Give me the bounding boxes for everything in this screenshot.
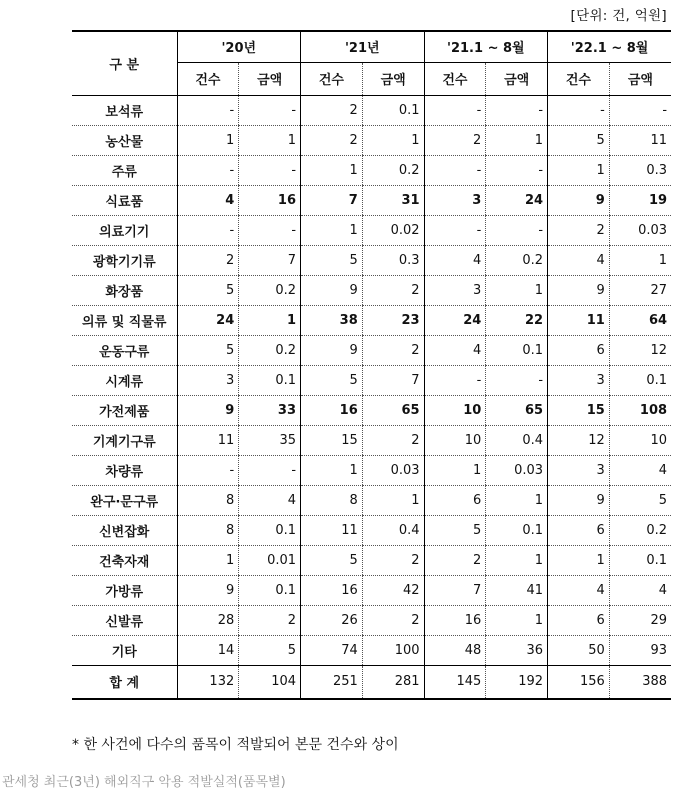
amount-cell: 281 bbox=[362, 665, 424, 699]
amount-cell: 1 bbox=[486, 605, 548, 635]
unit-label: [단위: 건, 억원] bbox=[570, 8, 667, 24]
count-cell: 24 bbox=[177, 305, 239, 335]
amount-cell: 100 bbox=[362, 635, 424, 665]
amount-cell: - bbox=[239, 215, 301, 245]
period-header: '21년 bbox=[301, 31, 425, 62]
amount-cell: 0.03 bbox=[362, 455, 424, 485]
row-label: 건축자재 bbox=[72, 545, 177, 575]
count-cell: - bbox=[424, 155, 486, 185]
count-cell: 4 bbox=[177, 185, 239, 215]
amount-header: 금액 bbox=[486, 62, 548, 95]
count-cell: 14 bbox=[177, 635, 239, 665]
count-cell: 2 bbox=[177, 245, 239, 275]
amount-cell: 0.03 bbox=[486, 455, 548, 485]
count-header: 건수 bbox=[301, 62, 363, 95]
amount-cell: 65 bbox=[362, 395, 424, 425]
amount-cell: 33 bbox=[239, 395, 301, 425]
amount-cell: 19 bbox=[609, 185, 671, 215]
table-row bbox=[72, 365, 671, 395]
count-cell: 4 bbox=[548, 245, 610, 275]
count-cell: 9 bbox=[177, 395, 239, 425]
count-cell: 1 bbox=[424, 455, 486, 485]
count-cell: 48 bbox=[424, 635, 486, 665]
amount-cell: 4 bbox=[609, 575, 671, 605]
amount-cell: 27 bbox=[609, 275, 671, 305]
count-cell: 2 bbox=[301, 95, 363, 125]
amount-cell: 0.01 bbox=[239, 545, 301, 575]
count-cell: 9 bbox=[177, 575, 239, 605]
amount-cell: 7 bbox=[239, 245, 301, 275]
count-cell: 50 bbox=[548, 635, 610, 665]
amount-cell: 0.1 bbox=[239, 575, 301, 605]
count-cell: 3 bbox=[548, 365, 610, 395]
amount-cell: 0.2 bbox=[239, 335, 301, 365]
amount-cell: 1 bbox=[486, 545, 548, 575]
count-cell: 5 bbox=[177, 275, 239, 305]
count-cell: 4 bbox=[548, 575, 610, 605]
period-header: '21.1 ~ 8월 bbox=[424, 31, 548, 62]
table-row bbox=[72, 605, 671, 635]
count-cell: - bbox=[424, 95, 486, 125]
table-row bbox=[72, 275, 671, 305]
count-cell: 26 bbox=[301, 605, 363, 635]
amount-cell: 23 bbox=[362, 305, 424, 335]
count-cell: 5 bbox=[301, 365, 363, 395]
count-cell: 1 bbox=[548, 155, 610, 185]
table-row bbox=[72, 425, 671, 455]
table-body bbox=[72, 95, 671, 699]
amount-cell: 7 bbox=[362, 365, 424, 395]
amount-cell: 4 bbox=[609, 455, 671, 485]
count-cell: 1 bbox=[177, 125, 239, 155]
table-row bbox=[72, 635, 671, 665]
amount-cell: 1 bbox=[239, 305, 301, 335]
amount-cell: 42 bbox=[362, 575, 424, 605]
amount-cell: 0.2 bbox=[609, 515, 671, 545]
period-header: '22.1 ~ 8월 bbox=[548, 31, 672, 62]
amount-cell: 388 bbox=[609, 665, 671, 699]
count-cell: 1 bbox=[301, 215, 363, 245]
amount-cell: 35 bbox=[239, 425, 301, 455]
amount-header: 금액 bbox=[362, 62, 424, 95]
amount-cell: 0.1 bbox=[609, 365, 671, 395]
amount-cell: - bbox=[486, 155, 548, 185]
table-row bbox=[72, 95, 671, 125]
table-row bbox=[72, 545, 671, 575]
amount-cell: 93 bbox=[609, 635, 671, 665]
count-cell: 3 bbox=[424, 275, 486, 305]
count-cell: 7 bbox=[424, 575, 486, 605]
count-cell: 5 bbox=[301, 245, 363, 275]
amount-cell: - bbox=[239, 95, 301, 125]
amount-cell: 192 bbox=[486, 665, 548, 699]
period-header: '20년 bbox=[177, 31, 301, 62]
count-cell: 132 bbox=[177, 665, 239, 699]
row-label: 기계기구류 bbox=[72, 425, 177, 455]
count-cell: - bbox=[177, 455, 239, 485]
amount-cell: 0.1 bbox=[239, 365, 301, 395]
table-row bbox=[72, 245, 671, 275]
amount-cell: 108 bbox=[609, 395, 671, 425]
count-cell: 9 bbox=[548, 485, 610, 515]
count-cell: 6 bbox=[548, 335, 610, 365]
amount-cell: 2 bbox=[362, 545, 424, 575]
row-label: 가전제품 bbox=[72, 395, 177, 425]
amount-cell: - bbox=[609, 95, 671, 125]
amount-cell: 29 bbox=[609, 605, 671, 635]
amount-cell: 1 bbox=[486, 485, 548, 515]
count-cell: 5 bbox=[548, 125, 610, 155]
count-cell: 15 bbox=[548, 395, 610, 425]
row-label: 식료품 bbox=[72, 185, 177, 215]
count-cell: 9 bbox=[548, 185, 610, 215]
table-row bbox=[72, 395, 671, 425]
table-row bbox=[72, 155, 671, 185]
amount-cell: 2 bbox=[362, 605, 424, 635]
count-cell: 38 bbox=[301, 305, 363, 335]
count-cell: 24 bbox=[424, 305, 486, 335]
row-label: 광학기기류 bbox=[72, 245, 177, 275]
row-label: 기타 bbox=[72, 635, 177, 665]
count-cell: 2 bbox=[424, 125, 486, 155]
count-header: 건수 bbox=[548, 62, 610, 95]
amount-cell: - bbox=[486, 95, 548, 125]
count-cell: 8 bbox=[177, 515, 239, 545]
table-row bbox=[72, 125, 671, 155]
amount-cell: 1 bbox=[486, 125, 548, 155]
count-cell: 2 bbox=[301, 125, 363, 155]
count-cell: - bbox=[424, 365, 486, 395]
amount-cell: 65 bbox=[486, 395, 548, 425]
amount-cell: 0.1 bbox=[609, 545, 671, 575]
count-cell: 6 bbox=[424, 485, 486, 515]
amount-cell: 0.2 bbox=[486, 245, 548, 275]
count-cell: 11 bbox=[177, 425, 239, 455]
count-cell: 74 bbox=[301, 635, 363, 665]
count-cell: 251 bbox=[301, 665, 363, 699]
row-label: 가방류 bbox=[72, 575, 177, 605]
row-label: 의류 및 직물류 bbox=[72, 305, 177, 335]
amount-cell: 41 bbox=[486, 575, 548, 605]
count-cell: 16 bbox=[301, 395, 363, 425]
amount-cell: 0.2 bbox=[239, 275, 301, 305]
count-cell: 9 bbox=[301, 335, 363, 365]
amount-cell: 2 bbox=[239, 605, 301, 635]
table-row bbox=[72, 515, 671, 545]
amount-cell: 1 bbox=[239, 125, 301, 155]
count-cell: 3 bbox=[548, 455, 610, 485]
count-cell: 16 bbox=[301, 575, 363, 605]
count-cell: 1 bbox=[548, 545, 610, 575]
count-cell: 12 bbox=[548, 425, 610, 455]
footnote: * 한 사건에 다수의 품목이 적발되어 본문 건수와 상이 bbox=[72, 737, 399, 753]
count-cell: 16 bbox=[424, 605, 486, 635]
row-label: 합 계 bbox=[72, 665, 177, 699]
count-cell: 8 bbox=[177, 485, 239, 515]
row-label: 신변잡화 bbox=[72, 515, 177, 545]
amount-cell: 2 bbox=[362, 425, 424, 455]
amount-cell: 2 bbox=[362, 335, 424, 365]
count-cell: - bbox=[177, 95, 239, 125]
count-cell: - bbox=[177, 215, 239, 245]
amount-cell: 16 bbox=[239, 185, 301, 215]
category-header: 구 분 bbox=[72, 31, 177, 95]
row-label: 농산물 bbox=[72, 125, 177, 155]
count-cell: 6 bbox=[548, 605, 610, 635]
row-label: 차량류 bbox=[72, 455, 177, 485]
amount-cell: 0.3 bbox=[362, 245, 424, 275]
count-cell: 9 bbox=[548, 275, 610, 305]
amount-cell: 10 bbox=[609, 425, 671, 455]
amount-cell: - bbox=[486, 215, 548, 245]
count-cell: 28 bbox=[177, 605, 239, 635]
amount-cell: 0.3 bbox=[609, 155, 671, 185]
amount-cell: 11 bbox=[609, 125, 671, 155]
count-cell: 11 bbox=[548, 305, 610, 335]
amount-cell: 4 bbox=[239, 485, 301, 515]
row-label: 신발류 bbox=[72, 605, 177, 635]
amount-cell: 1 bbox=[486, 275, 548, 305]
count-cell: 4 bbox=[424, 245, 486, 275]
amount-cell: 31 bbox=[362, 185, 424, 215]
amount-cell: 0.1 bbox=[486, 515, 548, 545]
amount-cell: 0.2 bbox=[362, 155, 424, 185]
header-row-periods bbox=[72, 31, 671, 62]
amount-cell: 0.03 bbox=[609, 215, 671, 245]
amount-cell: - bbox=[239, 155, 301, 185]
count-cell: 5 bbox=[177, 335, 239, 365]
count-cell: 11 bbox=[301, 515, 363, 545]
amount-cell: 1 bbox=[609, 245, 671, 275]
count-cell: 5 bbox=[424, 515, 486, 545]
count-cell: 2 bbox=[548, 215, 610, 245]
table-row bbox=[72, 335, 671, 365]
count-cell: 1 bbox=[177, 545, 239, 575]
count-cell: 9 bbox=[301, 275, 363, 305]
amount-cell: 1 bbox=[362, 485, 424, 515]
table-row bbox=[72, 305, 671, 335]
row-label: 운동구류 bbox=[72, 335, 177, 365]
image-caption: 관세청 최근(3년) 해외직구 악용 적발실적(품목별) bbox=[2, 775, 286, 790]
count-cell: 156 bbox=[548, 665, 610, 699]
amount-cell: 5 bbox=[239, 635, 301, 665]
count-cell: 8 bbox=[301, 485, 363, 515]
count-cell: - bbox=[548, 95, 610, 125]
amount-cell: 64 bbox=[609, 305, 671, 335]
count-cell: 145 bbox=[424, 665, 486, 699]
row-label: 주류 bbox=[72, 155, 177, 185]
count-cell: 5 bbox=[301, 545, 363, 575]
count-cell: 10 bbox=[424, 395, 486, 425]
count-cell: 6 bbox=[548, 515, 610, 545]
amount-cell: 0.1 bbox=[362, 95, 424, 125]
row-label: 의료기기 bbox=[72, 215, 177, 245]
amount-cell: 0.1 bbox=[239, 515, 301, 545]
amount-header: 금액 bbox=[609, 62, 671, 95]
row-label: 완구·문구류 bbox=[72, 485, 177, 515]
count-cell: - bbox=[424, 215, 486, 245]
amount-cell: 1 bbox=[362, 125, 424, 155]
amount-cell: 0.02 bbox=[362, 215, 424, 245]
count-cell: 7 bbox=[301, 185, 363, 215]
count-header: 건수 bbox=[424, 62, 486, 95]
amount-cell: - bbox=[239, 455, 301, 485]
count-cell: 2 bbox=[424, 545, 486, 575]
amount-cell: 0.4 bbox=[362, 515, 424, 545]
count-cell: 1 bbox=[301, 155, 363, 185]
table-row bbox=[72, 185, 671, 215]
count-cell: - bbox=[177, 155, 239, 185]
count-cell: 15 bbox=[301, 425, 363, 455]
amount-header: 금액 bbox=[239, 62, 301, 95]
amount-cell: 24 bbox=[486, 185, 548, 215]
amount-cell: 0.1 bbox=[486, 335, 548, 365]
amount-cell: 0.4 bbox=[486, 425, 548, 455]
table-row bbox=[72, 485, 671, 515]
amount-cell: 2 bbox=[362, 275, 424, 305]
table-row bbox=[72, 575, 671, 605]
amount-cell: 12 bbox=[609, 335, 671, 365]
count-cell: 1 bbox=[301, 455, 363, 485]
count-cell: 10 bbox=[424, 425, 486, 455]
row-label: 화장품 bbox=[72, 275, 177, 305]
count-header: 건수 bbox=[177, 62, 239, 95]
seizure-table bbox=[72, 30, 671, 700]
row-label: 보석류 bbox=[72, 95, 177, 125]
row-label: 시계류 bbox=[72, 365, 177, 395]
count-cell: 3 bbox=[424, 185, 486, 215]
amount-cell: 22 bbox=[486, 305, 548, 335]
amount-cell: 36 bbox=[486, 635, 548, 665]
amount-cell: - bbox=[486, 365, 548, 395]
count-cell: 4 bbox=[424, 335, 486, 365]
table-row bbox=[72, 215, 671, 245]
total-row bbox=[72, 665, 671, 699]
amount-cell: 104 bbox=[239, 665, 301, 699]
count-cell: 3 bbox=[177, 365, 239, 395]
table-row bbox=[72, 455, 671, 485]
amount-cell: 5 bbox=[609, 485, 671, 515]
